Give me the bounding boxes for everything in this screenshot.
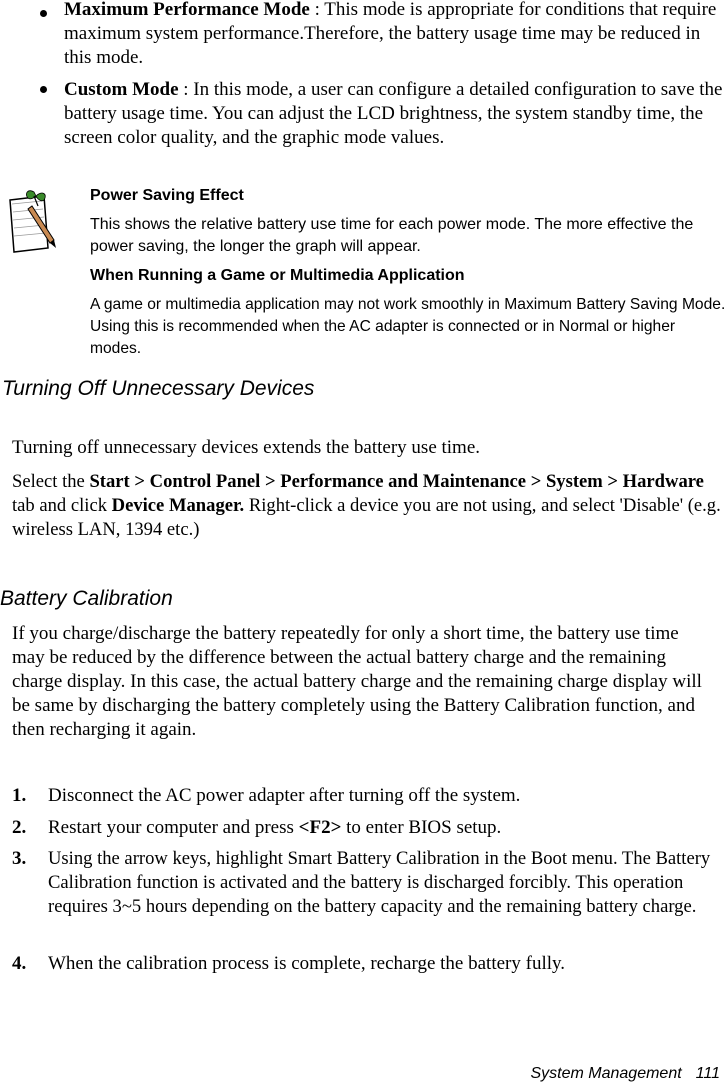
step-item: [12, 784, 724, 808]
footer-section: System Management: [530, 1065, 682, 1082]
bullet-item-maximum-performance: [64, 0, 724, 70]
step-text: Disconnect the AC power adapter after turning off the system.: [48, 785, 521, 806]
page-number: 111: [695, 1065, 720, 1082]
bullet-dot: [40, 86, 47, 93]
step-text: [48, 816, 724, 840]
bullet-text: : In this mode, a user can configure a detailed configuration to save the battery usage time. You can adjust the LCD brightness, the system standby time, the screen color quality, and the graphic mode values.: [64, 79, 723, 148]
page-footer: [530, 1064, 720, 1084]
section2-paragraph: If you charge/discharge the battery repeatedly for only a short time, the battery use time may be reduced by the difference between the actual battery charge and the remaining charge display. In this case, the actual battery charge and the remaining charge display will be same by discharging the battery completely using the Battery Calibration function, and then recharging it again.: [12, 623, 702, 740]
step-item: [12, 952, 724, 976]
text: Restart your computer and press: [48, 817, 299, 838]
step-number: 1.: [12, 785, 27, 806]
note-body-power-saving: This shows the relative battery use time for each power mode. The more effective the power saving, the longer the graph will appear.: [90, 216, 694, 255]
text: Select the: [12, 471, 90, 492]
separator: >: [129, 471, 150, 492]
separator: >: [602, 471, 619, 492]
bullet-item-custom-mode: [64, 78, 724, 150]
note-title-game-multimedia: When Running a Game or Multimedia Application: [90, 267, 465, 284]
bullet-dot: [40, 10, 47, 17]
section1-instructions: [12, 470, 726, 542]
step-item: [12, 847, 724, 919]
section1-intro: Turning off unnecessary devices extends the battery use time.: [12, 437, 481, 458]
menu-path-hardware: Hardware: [622, 471, 704, 492]
menu-path-system: System: [545, 471, 603, 492]
step-number: 2.: [12, 817, 27, 838]
step-text: When the calibration process is complete, recharge the battery fully.: [48, 953, 566, 974]
separator: >: [526, 471, 546, 492]
note-pencil-icon: [4, 186, 66, 260]
note-body-game-multimedia: A game or multimedia application may not work smoothly in Maximum Battery Saving Mode. Using this is recommended when the AC adapter is connected or in Normal or higher modes.: [90, 296, 726, 357]
menu-path-device-manager: Device Manager.: [111, 495, 245, 516]
menu-path-performance: Performance and Maintenance: [280, 471, 527, 492]
step-number: 3.: [12, 848, 27, 869]
step-text: Using the arrow keys, highlight Smart Battery Calibration in the Boot menu. The Battery Calibration function is activated and the battery is discharged forcibly. This operation requires 3~5 hours depending on the battery capacity and the remaining battery charge.: [48, 848, 711, 917]
text: tab and click: [12, 495, 112, 516]
section-heading-turning-off-devices: Turning Off Unnecessary Devices: [2, 377, 315, 400]
menu-path-start: Start: [89, 471, 130, 492]
separator: >: [260, 471, 281, 492]
step-item: [12, 816, 724, 840]
menu-path-control-panel: Control Panel: [149, 471, 261, 492]
text: Right-click a device you are not using, and select 'Disable' (e.g. wireless LAN, 1394 etc.): [12, 495, 721, 540]
step-number: 4.: [12, 953, 27, 974]
text: to enter BIOS setup.: [341, 817, 502, 838]
key-f2: <F2>: [298, 817, 342, 838]
note-title-power-saving: Power Saving Effect: [90, 187, 244, 204]
bullet-text: : This mode is appropriate for conditions that require maximum system performance.Therefore, the battery usage time may be reduced in this mode.: [64, 0, 717, 68]
section-heading-battery-calibration: Battery Calibration: [0, 587, 173, 610]
bullet-term: Custom Mode: [64, 79, 179, 100]
bullet-term: Maximum Performance Mode: [64, 0, 310, 20]
